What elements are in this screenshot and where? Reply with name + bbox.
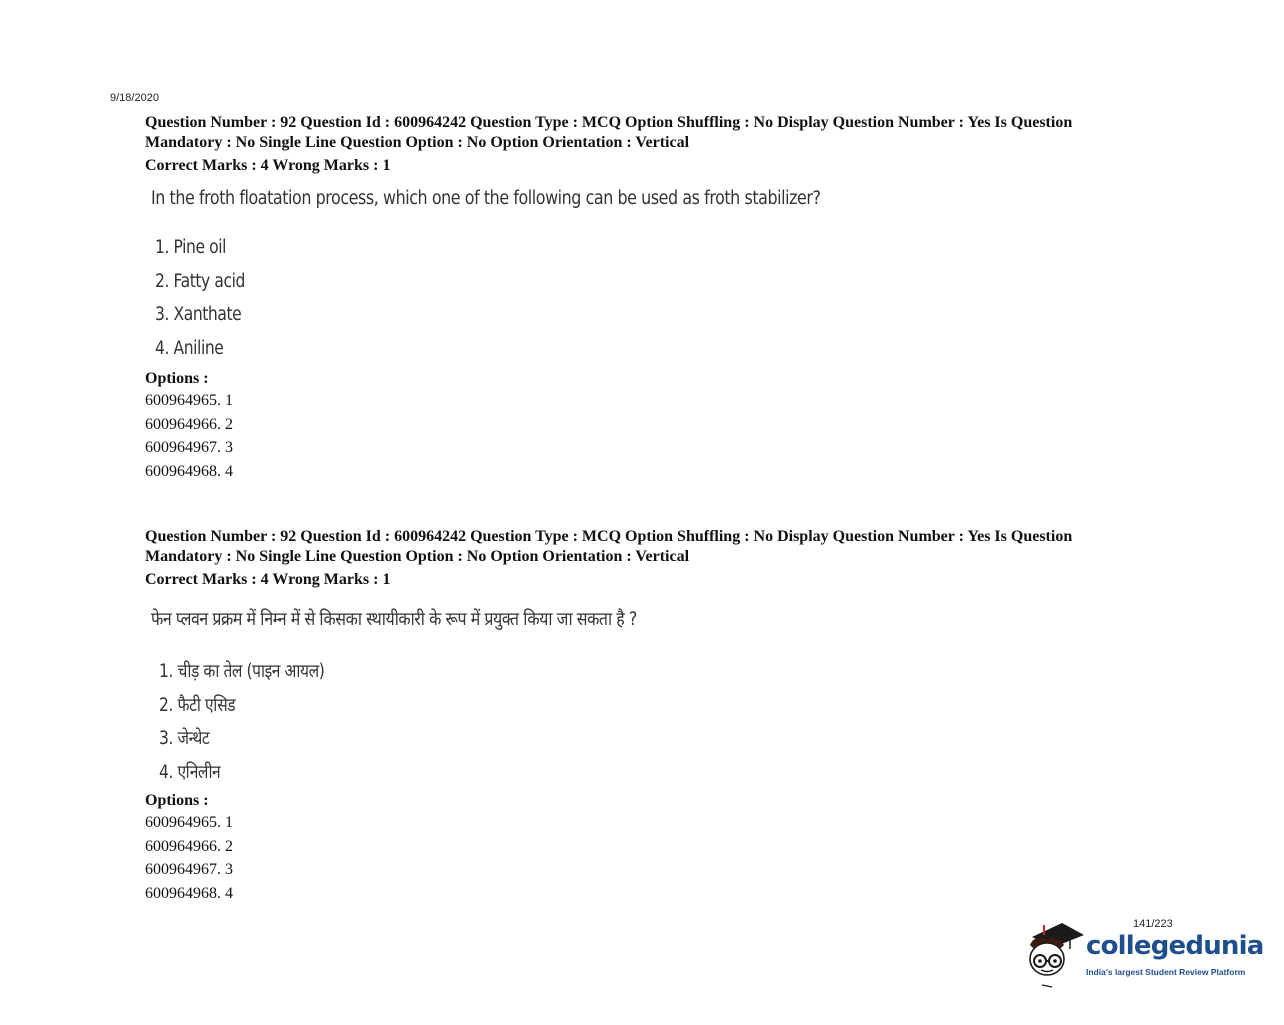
question-text: In the froth floatation process, which one of the following can be used as froth stabilizer? (151, 188, 821, 209)
student-mascot-icon (1024, 915, 1084, 990)
choice-item: 3. जेन्थेट (159, 728, 210, 749)
choice-list (145, 655, 1165, 789)
page-number: 141/223 (1133, 918, 1173, 930)
question-block-hindi (145, 527, 1165, 906)
question-meta-line-2: Mandatory : No Single Line Question Option : No Option Orientation : Vertical (145, 133, 690, 151)
print-date: 9/18/2020 (110, 92, 159, 104)
question-marks: Correct Marks : 4 Wrong Marks : 1 (145, 571, 391, 588)
choice-item: 4. Aniline (155, 337, 224, 359)
choice-item: 1. Pine oil (155, 237, 226, 258)
choice-item: 2. Fatty acid (155, 270, 245, 292)
question-text: फेन प्लवन प्रक्रम में निम्न में से किसका स्थायीकारी के रूप में प्रयुक्त किया जा सकता है ? (151, 609, 637, 630)
options-heading: Options : (145, 792, 209, 809)
choice-item: 4. एनिलीन (159, 761, 221, 783)
option-id-row: 600964967. 3 (145, 861, 233, 879)
logo-wordmark: collegedunia (1086, 931, 1264, 961)
choice-item: 2. फैटी एसिड (159, 694, 236, 716)
question-meta-line-1: Question Number : 92 Question Id : 600964242 Question Type : MCQ Option Shuffling : No Display Question Number : Yes Is Question (145, 528, 1073, 545)
logo-tagline: India's largest Student Review Platform (1086, 967, 1246, 977)
option-id-row: 600964966. 2 (145, 837, 233, 855)
collegedunia-logo (1024, 915, 1264, 990)
option-id-row: 600964968. 4 (145, 885, 233, 903)
option-id-row: 600964966. 2 (145, 415, 233, 433)
question-block-english (145, 113, 1165, 484)
choice-item: 3. Xanthate (155, 304, 242, 325)
option-id-row: 600964967. 3 (145, 439, 233, 457)
choice-list (145, 231, 1165, 365)
question-marks: Correct Marks : 4 Wrong Marks : 1 (145, 157, 391, 174)
option-id-row: 600964965. 1 (145, 392, 233, 409)
question-meta-line-2: Mandatory : No Single Line Question Option : No Option Orientation : Vertical (145, 547, 690, 565)
choice-item: 1. चीड़ का तेल (पाइन आयल) (159, 661, 325, 682)
question-meta-line-1: Question Number : 92 Question Id : 600964242 Question Type : MCQ Option Shuffling : No Display Question Number : Yes Is Question (145, 114, 1073, 131)
option-id-row: 600964965. 1 (145, 814, 233, 831)
option-id-row: 600964968. 4 (145, 463, 233, 481)
options-heading: Options : (145, 370, 209, 387)
